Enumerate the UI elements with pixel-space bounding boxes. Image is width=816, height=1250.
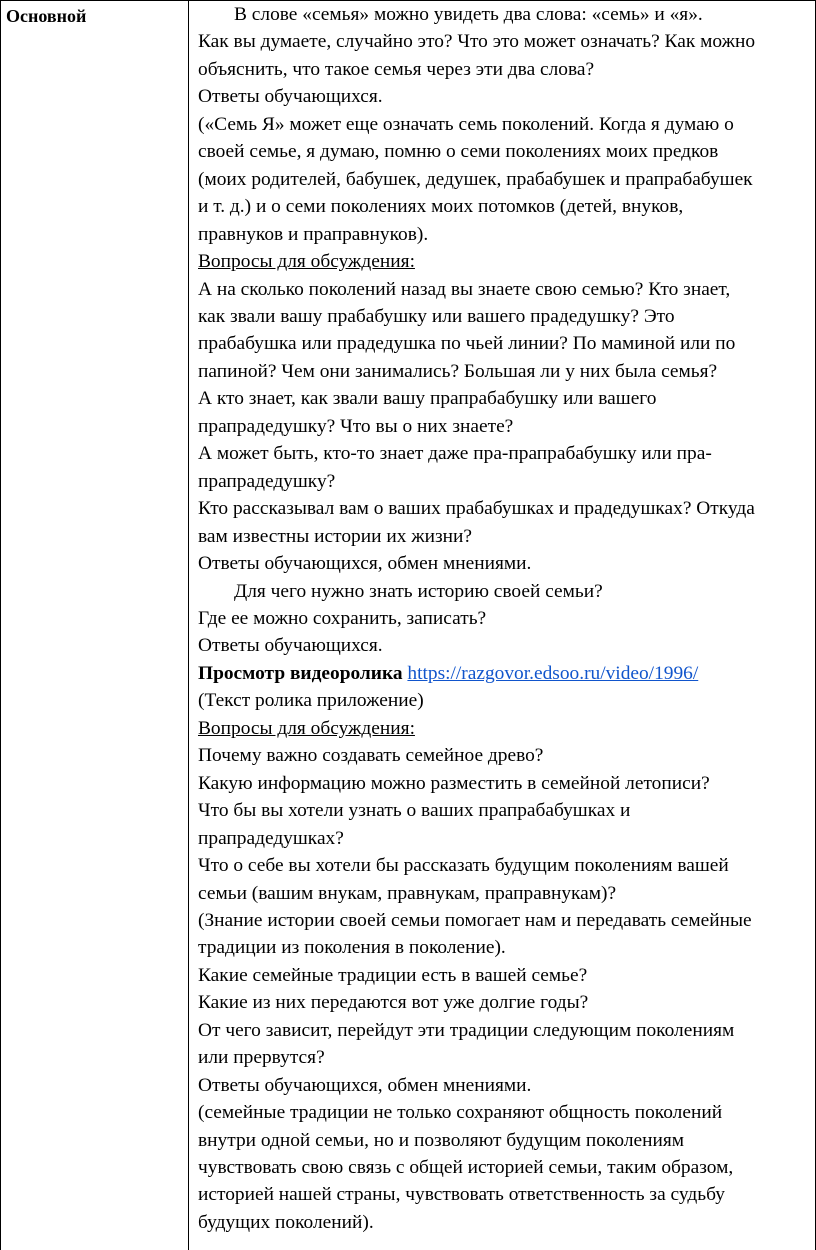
text-line [198,907,810,934]
line-text: Что о себе вы хотели бы рассказать будущим поколениям вашей [198,855,729,877]
text-line [198,56,810,83]
text-line [198,660,810,687]
text-line [198,1209,810,1236]
line-text: Где ее можно сохранить, записать? [198,607,487,629]
text-line [198,825,810,852]
video-link[interactable]: https://razgovor.edsoo.ru/video/1996/ [407,662,699,684]
line-text: как звали вашу прабабушку или вашего прадедушку? Это [198,305,675,327]
text-line [198,715,810,742]
line-text: Ответы обучающихся. [198,86,383,108]
text-line [198,797,810,824]
line-text: Какие семейные традиции есть в вашей семье? [198,964,588,986]
text-line [198,1072,810,1099]
line-text: Ответы обучающихся. [198,635,383,657]
line-text: Для чего нужно знать историю своей семьи? [234,580,603,602]
text-line [198,687,810,714]
text-line [198,413,810,440]
text-line [198,138,810,165]
text-line [198,111,810,138]
line-text: прапрадедушку? Что вы о них знаете? [198,415,514,437]
line-text: Просмотр видеоролика [198,662,403,684]
text-line [198,1044,810,1071]
text-line [198,934,810,961]
text-line [198,330,810,357]
line-text: Какие из них передаются вот уже долгие годы? [198,992,589,1014]
line-text: прапрадедушку? [198,470,336,492]
text-line [198,440,810,467]
line-text: Почему важно создавать семейное древо? [198,745,544,767]
line-text: прабабушка или прадедушка по чьей линии? По маминой или по [198,333,736,355]
line-text: А кто знает, как звали вашу прапрабабушку или вашего [198,388,657,410]
line-text: и т. д.) и о семи поколениях моих потомков (детей, внуков, [198,196,684,218]
text-line [198,248,810,275]
line-text: объяснить, что такое семья через эти два слова? [198,58,595,80]
line-text: Ответы обучающихся, обмен мнениями. [198,553,532,575]
text-line [198,166,810,193]
text-line [198,303,810,330]
line-text: традиции из поколения в поколение). [198,937,506,959]
text-line [198,468,810,495]
line-text: (Знание истории своей семьи помогает нам и передавать семейные [198,909,752,931]
text-line [198,770,810,797]
line-text: (семейные традиции не только сохраняют общность поколений [198,1102,723,1124]
text-line [198,880,810,907]
line-text: прапрадедушках? [198,827,344,849]
line-text: А на сколько поколений назад вы знаете свою семью? Кто знает, [198,278,731,300]
line-text: Как вы думаете, случайно это? Что это может означать? Как можно [198,31,756,53]
text-line [198,605,810,632]
line-text: чувствовать свою связь с общей историей семьи, таким образом, [198,1157,734,1179]
text-line [198,1,810,28]
line-text: (Текст ролика приложение) [198,690,424,712]
stage-label: Основной [6,6,87,26]
line-text: семьи (вашим внукам, правнукам, праправнукам)? [198,882,617,904]
line-text: От чего зависит, перейдут эти традиции следующим поколениям [198,1019,735,1041]
line-text: Вопросы для обсуждения: [198,717,415,739]
text-line [198,1099,810,1126]
line-text: («Семь Я» может еще означать семь поколений. Когда я думаю о [198,113,734,135]
line-text: Ответы обучающихся, обмен мнениями. [198,1074,532,1096]
line-text: будущих поколений). [198,1211,374,1233]
line-text: или прервутся? [198,1047,325,1069]
text-line [198,1181,810,1208]
text-line [198,358,810,385]
text-line [198,1017,810,1044]
text-line [198,28,810,55]
line-text: вам известны истории их жизни? [198,525,473,547]
text-line [198,523,810,550]
text-line [198,550,810,577]
text-line [198,221,810,248]
line-text: папиной? Чем они занимались? Большая ли у них была семья? [198,360,718,382]
line-text: Кто рассказывал вам о ваших прабабушках и прадедушках? Откуда [198,498,755,520]
line-text: А может быть, кто-то знает даже пра-прапрабабушку или пра- [198,443,712,465]
line-text: Что бы вы хотели узнать о ваших прапрабабушках и [198,800,631,822]
text-line [198,1127,810,1154]
line-text: Вопросы для обсуждения: [198,251,415,273]
text-line [198,742,810,769]
text-line [198,632,810,659]
line-text: внутри одной семьи, но и позволяют будущим поколениям [198,1129,685,1151]
line-text: (моих родителей, бабушек, дедушек, прабабушек и прапрабабушек [198,168,753,190]
lesson-content [198,1,810,1236]
line-text: правнуков и праправнуков). [198,223,429,245]
line-text: Какую информацию можно разместить в семейной летописи? [198,772,710,794]
column-divider [188,1,189,1250]
text-line [198,385,810,412]
line-text: В слове «семья» можно увидеть два слова: «семь» и «я». [234,4,703,25]
text-line [198,276,810,303]
text-line [198,578,810,605]
text-line [198,989,810,1016]
text-line [198,1154,810,1181]
text-line [198,962,810,989]
text-line [198,495,810,522]
text-line [198,852,810,879]
text-line [198,193,810,220]
line-text: историей нашей страны, чувствовать ответственность за судьбу [198,1184,725,1206]
line-text: своей семье, я думаю, помню о семи поколениях моих предков [198,141,719,163]
text-line [198,83,810,110]
